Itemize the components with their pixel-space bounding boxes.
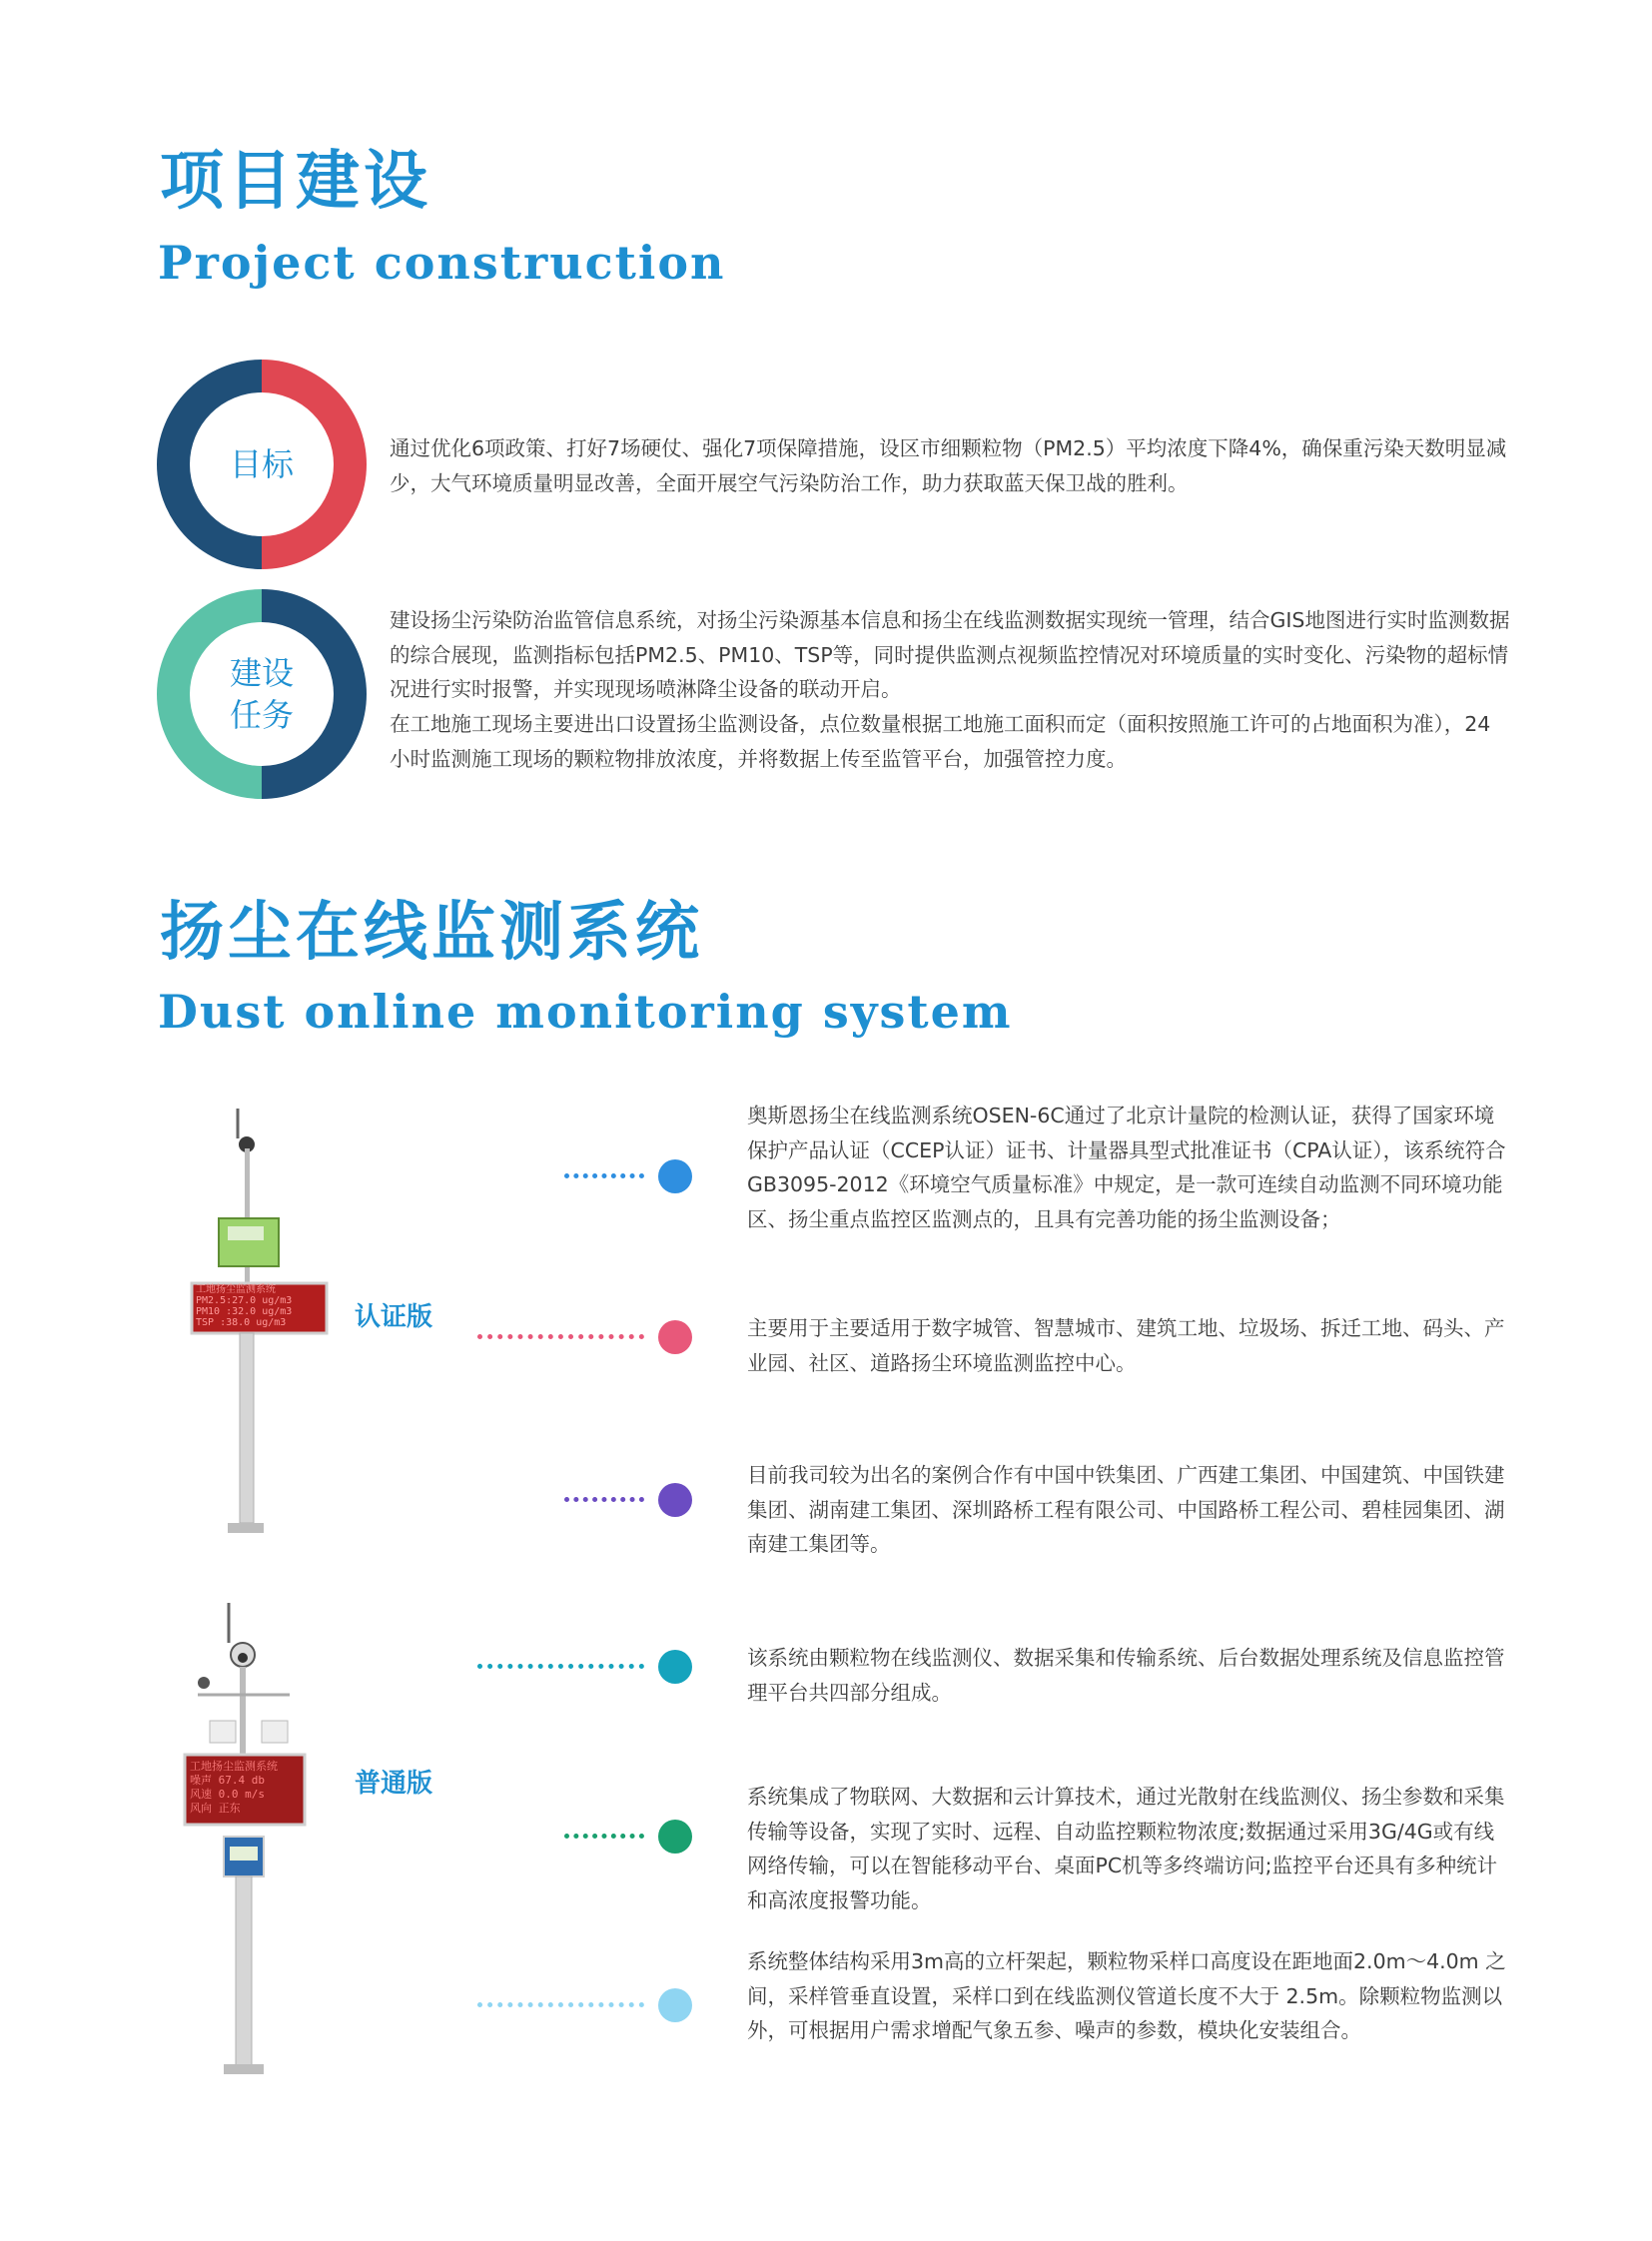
device2-screen-row: 风向 正东: [190, 1802, 241, 1815]
task-text-2: 在工地施工现场主要进出口设置扬尘监测设备，点位数量根据工地施工面积而定（面积按照施工许可的占地面积为准），24小时监测施工现场的颗粒物排放浓度，并将数据上传至监管平台，加强管控力度。: [390, 712, 1491, 771]
bullet-dot: [658, 1159, 692, 1193]
device1-screen-row: PM2.5:27.0 ug/m3: [196, 1295, 293, 1306]
bullet-dot: [658, 1988, 692, 2022]
section-title-en: Project construction: [158, 236, 726, 290]
task-ring: [157, 589, 367, 799]
connector-dots: [477, 1664, 644, 1669]
section2-title-cn: 扬尘在线监测系统: [160, 896, 703, 970]
task-label-line1: 建设: [229, 654, 294, 692]
feature-text: 该系统由颗粒物在线监测仪、数据采集和传输系统、后台数据处理系统及信息监控管理平台共四部分组成。: [747, 1646, 1505, 1705]
device2-screen-row: 噪声 67.4 db: [190, 1774, 265, 1787]
feature-text: 系统整体结构采用3m高的立杆架起，颗粒物采样口高度设在距地面2.0m～4.0m 之间，采样管垂直设置，采样口到在线监测仪管道长度不大于 2.5m。除颗粒物监测以外，可根据用户需求增配气象五参、噪声的参数，模块化安装组合。: [747, 1949, 1506, 2042]
section2-title-en: Dust online monitoring system: [158, 985, 1013, 1039]
device-certified-image: [190, 1109, 330, 1548]
feature-text: 奥斯恩扬尘在线监测系统OSEN-6C通过了北京计量院的检测认证，获得了国家环境保护产品认证（CCEP认证）证书、计量器具型式批准证书（CPA认证），该系统符合GB3095-2012《环境空气质量标准》中规定，是一款可连续自动监测不同环境功能区、扬尘重点监控区监测点的，且具有完善功能的扬尘监测设备；: [747, 1104, 1506, 1231]
device1-screen-row: PM10 :32.0 ug/m3: [196, 1306, 293, 1317]
goal-text: 通过优化6项政策、打好7场硬仗、强化7项保障措施，设区市细颗粒物（PM2.5）平均浓度下降4%，确保重污染天数明显减少，大气环境质量明显改善，全面开展空气污染防治工作，助力获取蓝天保卫战的胜利。: [390, 436, 1507, 495]
device1-screen-title: 工地扬尘监测系统: [196, 1284, 276, 1295]
version-certified-label: 认证版: [355, 1302, 433, 1332]
connector-dots: [564, 1497, 644, 1502]
device2-screen-title: 工地扬尘监测系统: [190, 1760, 278, 1773]
bullet-dot: [658, 1650, 692, 1684]
connector-dots: [477, 1334, 644, 1339]
version-standard-label: 普通版: [355, 1769, 433, 1799]
device1-screen-row: TSP :38.0 ug/m3: [196, 1317, 287, 1328]
goal-label: 目标: [229, 445, 294, 483]
goal-ring: [157, 360, 367, 569]
bullet-dot: [658, 1820, 692, 1854]
connector-dots: [477, 2002, 644, 2007]
feature-text: 主要用于主要适用于数字城管、智慧城市、建筑工地、垃圾场、拆迁工地、码头、产业园、社区、道路扬尘环境监测监控中心。: [747, 1316, 1505, 1375]
connector-dots: [564, 1834, 644, 1839]
task-label-line2: 任务: [229, 696, 294, 734]
bullet-dot: [658, 1320, 692, 1354]
feature-text: 系统集成了物联网、大数据和云计算技术，通过光散射在线监测仪、扬尘参数和采集传输等设备，实现了实时、远程、自动监控颗粒物浓度;数据通过采用3G/4G或有线网络传输，可以在智能移动平台、桌面PC机等多终端访问;监控平台还具有多种统计和高浓度报警功能。: [747, 1785, 1505, 1912]
feature-text: 目前我司较为出名的案例合作有中国中铁集团、广西建工集团、中国建筑、中国铁建集团、湖南建工集团、深圳路桥工程有限公司、中国路桥工程公司、碧桂园集团、湖南建工集团等。: [747, 1463, 1505, 1556]
device2-screen-row: 风速 0.0 m/s: [190, 1788, 265, 1801]
device-standard-image: [180, 1603, 330, 2082]
connector-dots: [564, 1173, 644, 1178]
section-title-cn: 项目建设: [160, 145, 431, 219]
bullet-dot: [658, 1483, 692, 1517]
task-text-1: 建设扬尘污染防治监管信息系统，对扬尘污染源基本信息和扬尘在线监测数据实现统一管理，结合GIS地图进行实时监测数据的综合展现，监测指标包括PM2.5、PM10、TSP等，同时提供监测点视频监控情况对环境质量的实时变化、污染物的超标情况进行实时报警，并实现现场喷淋降尘设备的联动开启。: [390, 608, 1510, 701]
